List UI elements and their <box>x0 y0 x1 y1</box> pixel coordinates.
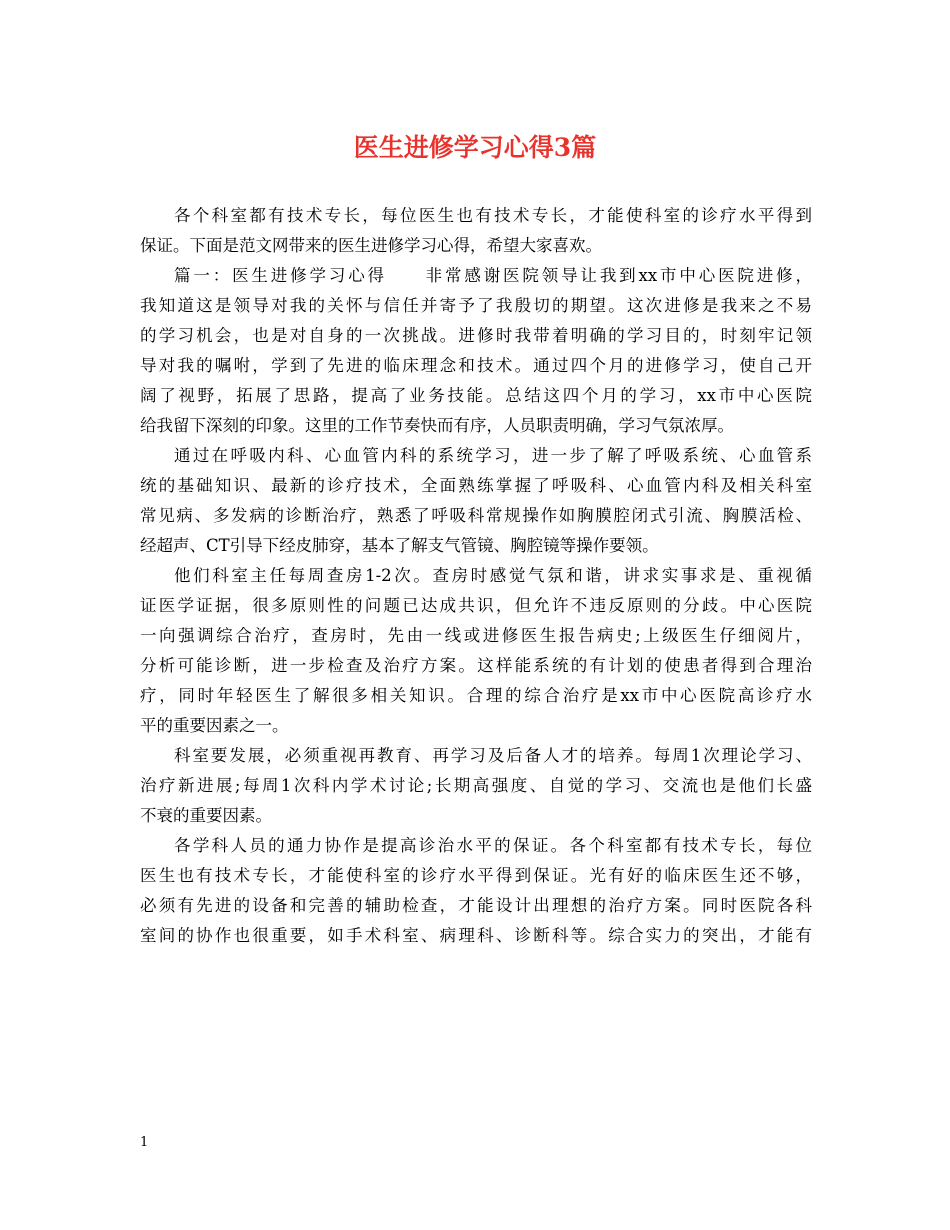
text-line: 必须有先进的设备和完善的辅助检查，才能设计出理想的治疗方案。同时医院各科 <box>140 896 812 915</box>
text-line: 疗，同时年轻医生了解很多相关知识。合理的综合治疗是xx市中心医院高诊疗水 <box>140 686 812 705</box>
text-line: 分析可能诊断，进一步检查及治疗方案。这样能系统的有计划的使患者得到合理治 <box>140 656 812 675</box>
text-line: 的学习机会，也是对自身的一次挑战。进修时我带着明确的学习目的，时刻牢记领 <box>140 326 812 345</box>
text-line: 常见病、多发病的诊断治疗，熟悉了呼吸科常规操作如胸膜腔闭式引流、胸膜活检、 <box>140 506 812 525</box>
text-line: 医生也有技术专长，才能使科室的诊疗水平得到保证。光有好的临床医生还不够， <box>140 866 812 885</box>
text-line: 导对我的嘱咐，学到了先进的临床理念和技术。通过四个月的进修学习，使自己开 <box>140 356 812 375</box>
text-line: 篇一：医生进修学习心得 非常感谢医院领导让我到xx市中心医院进修， <box>174 266 812 285</box>
text-line: 一向强调综合治疗，查房时，先由一线或进修医生报告病史;上级医生仔细阅片， <box>140 626 812 645</box>
text-line: 统的基础知识、最新的诊疗技术，全面熟练掌握了呼吸科、心血管内科及相关科室 <box>140 476 812 495</box>
text-line: 经超声、CT引导下经皮肺穿，基本了解支气管镜、胸腔镜等操作要领。 <box>140 536 659 555</box>
text-line: 通过在呼吸内科、心血管内科的系统学习，进一步了解了呼吸系统、心血管系 <box>174 446 812 465</box>
text-line: 我知道这是领导对我的关怀与信任并寄予了我殷切的期望。这次进修是我来之不易 <box>140 296 812 315</box>
text-line: 保证。下面是范文网带来的医生进修学习心得，希望大家喜欢。 <box>140 236 602 255</box>
page-title: 医生进修学习心得3篇 <box>353 133 597 162</box>
text-line: 各学科人员的通力协作是提高诊治水平的保证。各个科室都有技术专长，每位 <box>174 836 812 855</box>
text-line: 室间的协作也很重要，如手术科室、病理科、诊断科等。综合实力的突出，才能有 <box>140 926 812 945</box>
text-line: 治疗新进展;每周1次科内学术讨论;长期高强度、自觉的学习、交流也是他们长盛 <box>140 776 812 795</box>
text-line: 给我留下深刻的印象。这里的工作节奏快而有序，人员职责明确，学习气氛浓厚。 <box>140 416 734 435</box>
text-line: 他们科室主任每周查房1-2次。查房时感觉气氛和谐，讲求实事求是、重视循 <box>174 566 812 585</box>
text-line: 证医学证据，很多原则性的问题已达成共识，但允许不违反原则的分歧。中心医院 <box>140 596 812 615</box>
text-line: 阔了视野，拓展了思路，提高了业务技能。总结这四个月的学习，xx市中心医院 <box>140 386 812 405</box>
body-text <box>140 201 812 951</box>
text-line: 科室要发展，必须重视再教育、再学习及后备人才的培养。每周1次理论学习、 <box>174 746 812 765</box>
page-number: 1 <box>140 1135 149 1150</box>
text-line: 各个科室都有技术专长，每位医生也有技术专长，才能使科室的诊疗水平得到 <box>174 206 812 225</box>
text-line: 不衰的重要因素。 <box>140 806 272 825</box>
text-line: 平的重要因素之一。 <box>140 716 289 735</box>
